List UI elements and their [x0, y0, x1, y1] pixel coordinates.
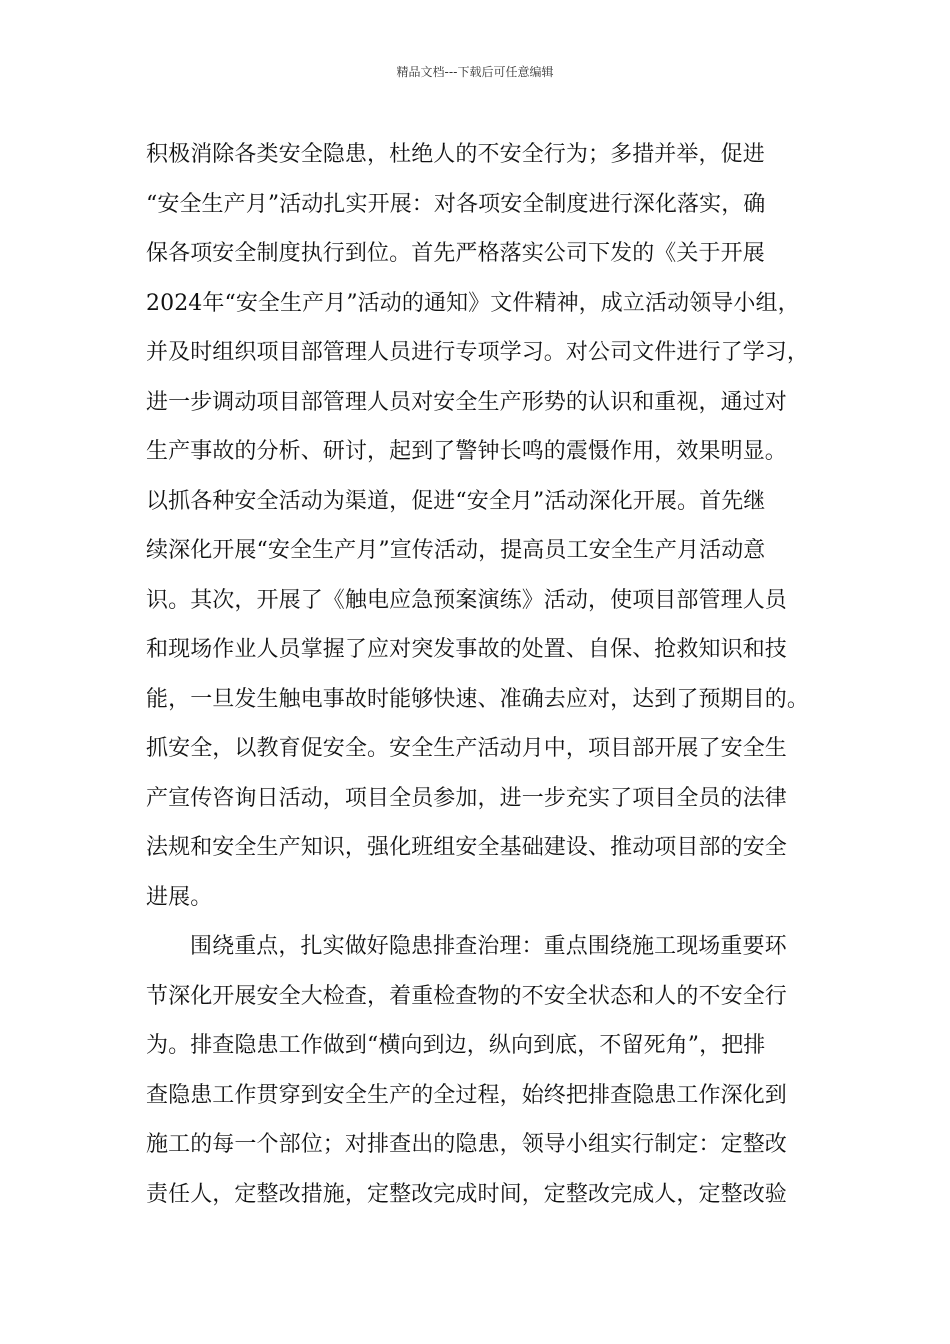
- text-line: 和现场作业人员掌握了应对突发事故的处置、自保、抢救知识和技: [146, 637, 787, 662]
- text-line: 积极消除各类安全隐患，杜绝人的不安全行为；多措并举，促进: [146, 142, 765, 167]
- text-line: 产宣传咨询日活动，项目全员参加，进一步充实了项目全员的法律: [146, 785, 787, 811]
- text-line: “安全生产月”活动扎实开展：对各项安全制度进行深化落实，确: [146, 191, 766, 217]
- text-line: 抓安全，以教育促安全。安全生产活动月中，项目部开展了安全生: [146, 736, 787, 761]
- text-line: 进一步调动项目部管理人员对安全生产形势的认识和重视，通过对: [146, 389, 787, 415]
- text-line: 并及时组织项目部管理人员进行专项学习。对公司文件进行了学习，: [146, 340, 810, 365]
- text-line: 识。其次，开展了《触电应急预案演练》活动，使项目部管理人员: [146, 587, 787, 613]
- text-line: 查隐患工作贯穿到安全生产的全过程，始终把排查隐患工作深化到: [146, 1082, 787, 1108]
- paragraph-first-line: 围绕重点，扎实做好隐患排查治理：重点围绕施工现场重要环: [190, 934, 787, 959]
- text-line: 为。排查隐患工作做到“横向到边，纵向到底，不留死角”，把排: [146, 1033, 766, 1058]
- text-line: 续深化开展“安全生产月”宣传活动，提高员工安全生产月活动意: [146, 538, 766, 563]
- document-body: [146, 130, 826, 1219]
- text-line: 责任人，定整改措施，定整改完成时间，定整改完成人，定整改验: [146, 1181, 787, 1207]
- page-header: 精品文档---下载后可任意编辑: [396, 65, 554, 79]
- text-line: 以抓各种安全活动为渠道，促进“安全月”活动深化开展。首先继: [146, 488, 766, 514]
- text-line: 2024年“安全生产月”活动的通知》文件精神，成立活动领导小组，: [146, 290, 800, 316]
- text-line: 进展。: [146, 884, 213, 910]
- text-line: 法规和安全生产知识，强化班组安全基础建设、推动项目部的安全: [146, 835, 787, 860]
- text-line: 施工的每一个部位；对排查出的隐患，领导小组实行制定：定整改: [146, 1132, 787, 1157]
- text-line: 生产事故的分析、研讨，起到了警钟长鸣的震慑作用，效果明显。: [146, 439, 787, 464]
- text-line: 节深化开展安全大检查，着重检查物的不安全状态和人的不安全行: [146, 983, 787, 1009]
- text-line: 保各项安全制度执行到位。首先严格落实公司下发的《关于开展: [146, 241, 765, 266]
- text-line: 能，一旦发生触电事故时能够快速、准确去应对，达到了预期目的。: [146, 686, 810, 712]
